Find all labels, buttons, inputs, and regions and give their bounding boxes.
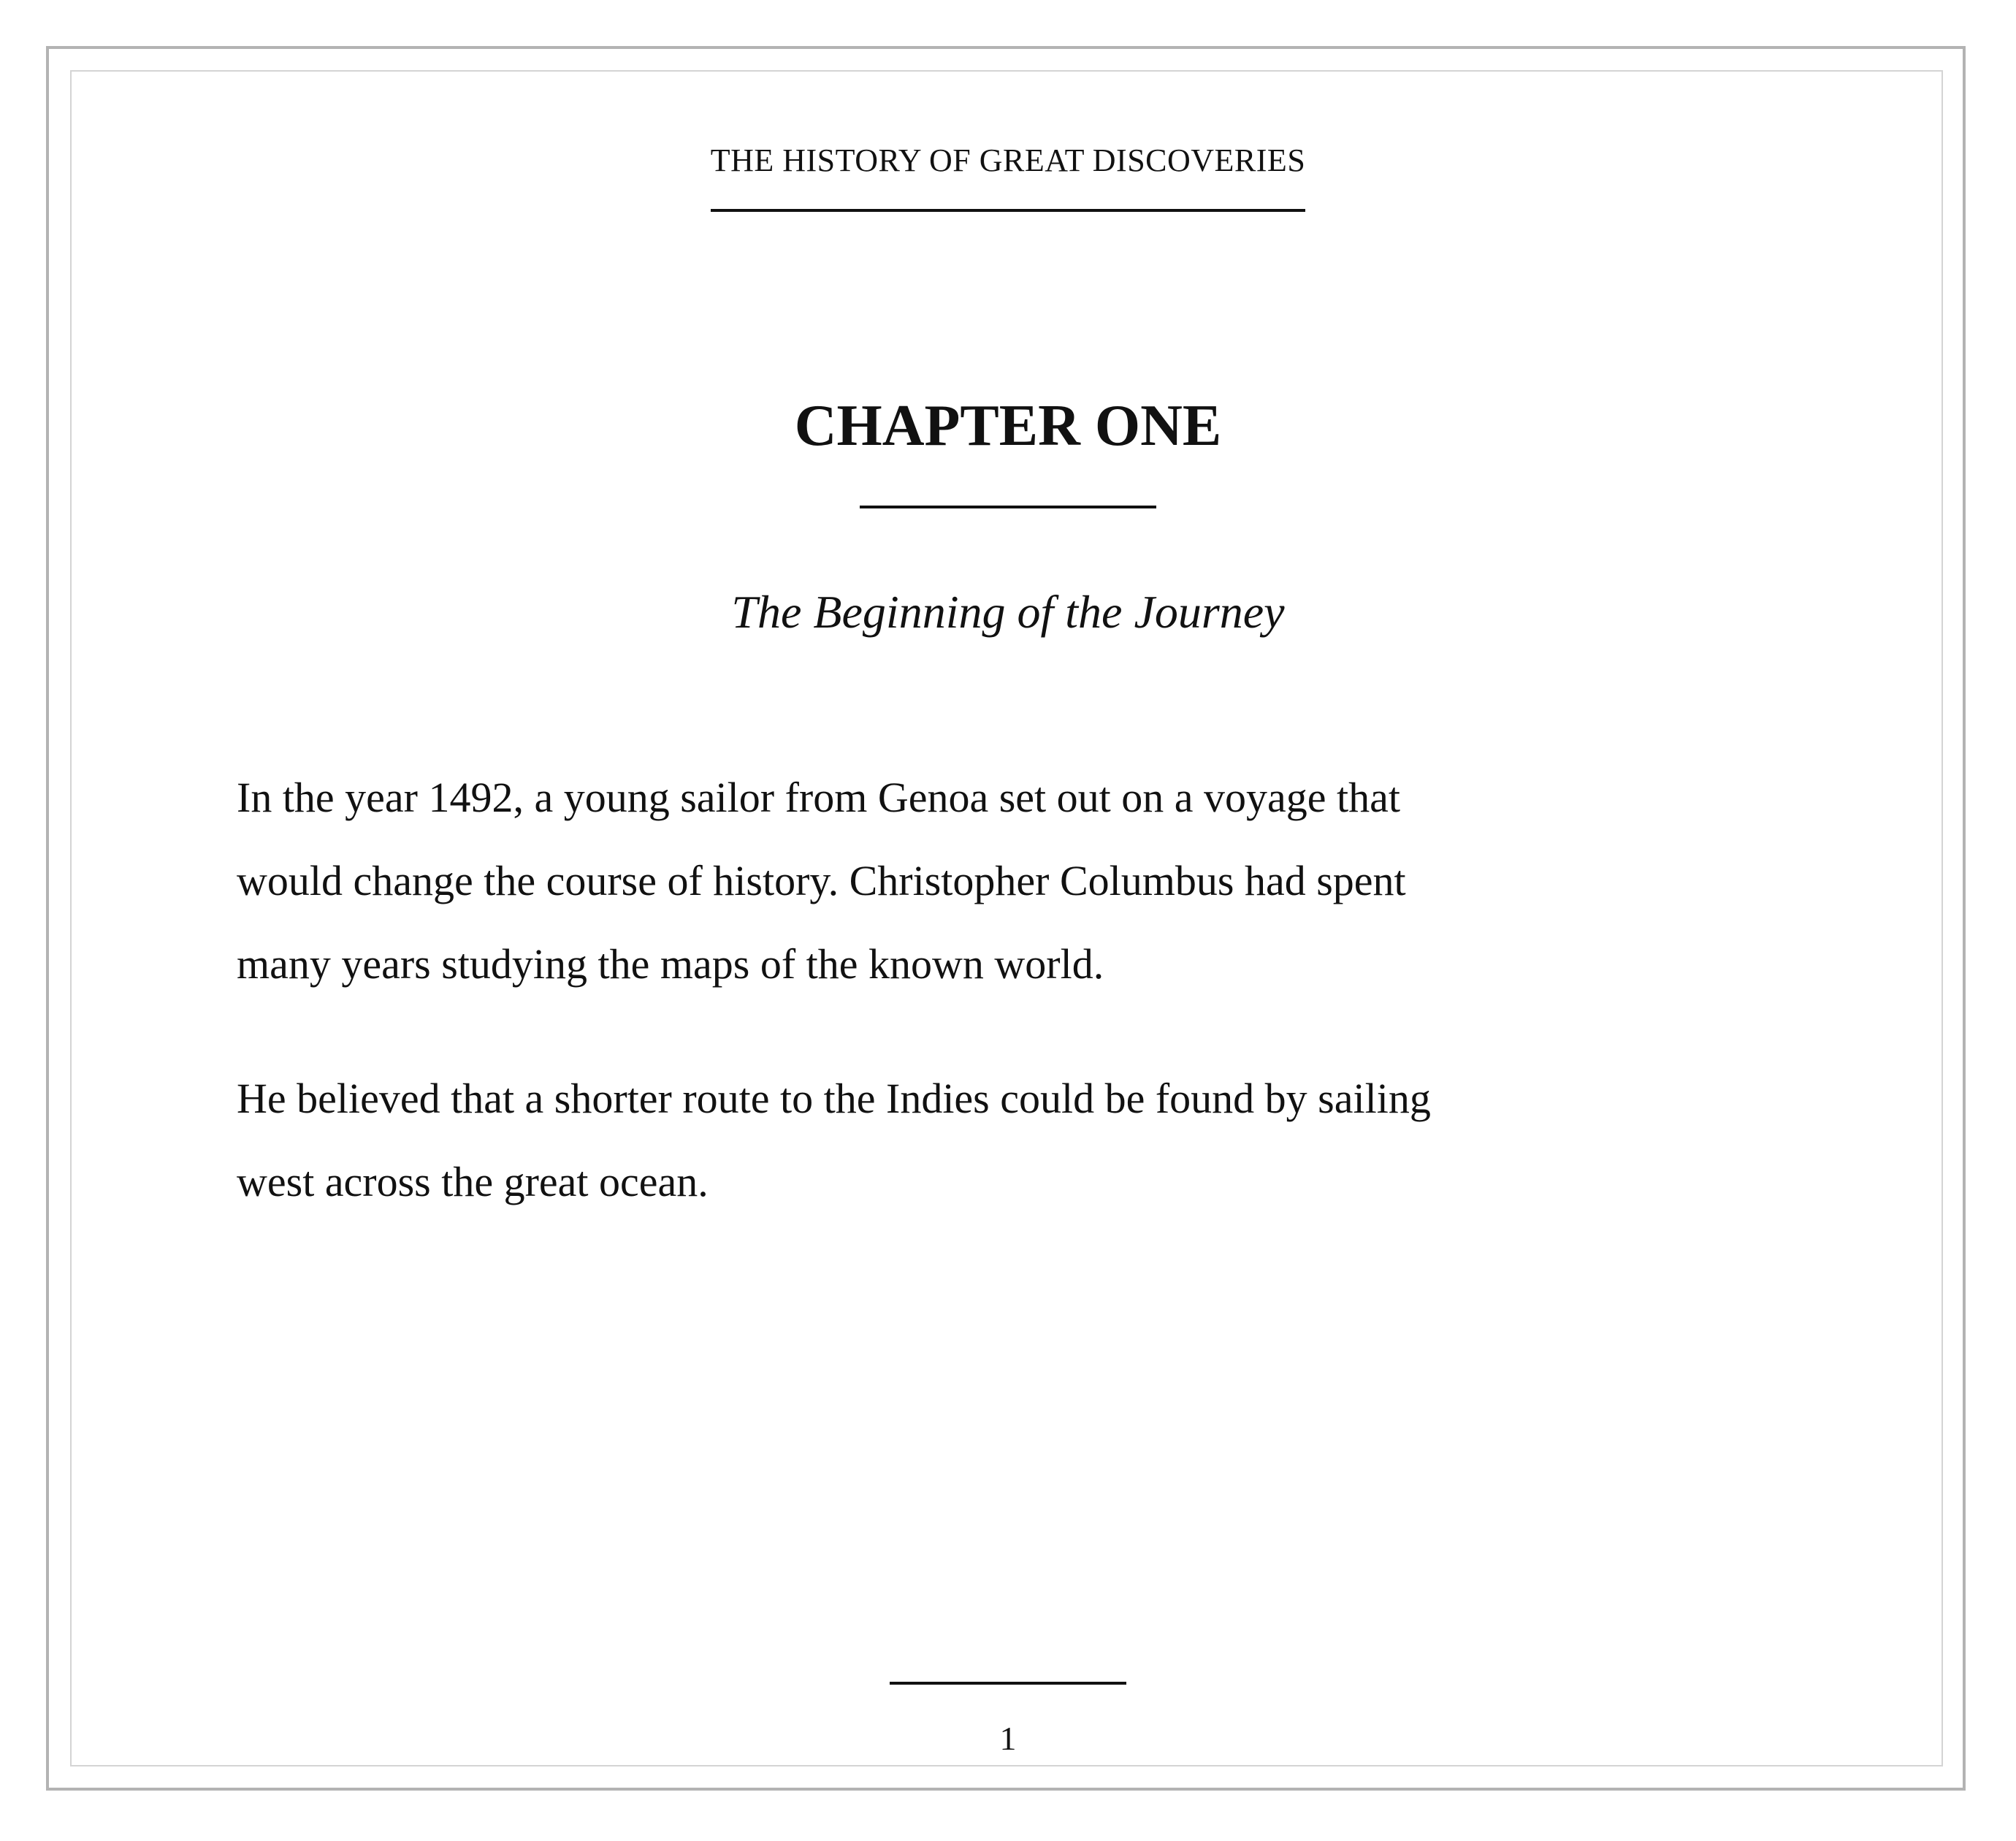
body-text [237,756,1478,1275]
body-paragraph: He believed that a shorter route to the Indies could be found by sailing west across the great ocean. [237,1075,1431,1205]
chapter-title: CHAPTER ONE [794,394,1222,458]
chapter-title-divider [860,506,1156,508]
body-paragraph: In the year 1492, a young sailor from Genoa set out on a voyage that would change the course of history. Christopher Columbus had spent many years studying the maps of the known world. [237,774,1406,988]
running-header [0,139,2016,212]
footer-divider [890,1682,1126,1685]
chapter-subtitle: The Beginning of the Journey [731,586,1285,638]
page-number: 1 [999,1720,1017,1757]
running-header-title: THE HISTORY OF GREAT DISCOVERIES [711,139,1306,212]
